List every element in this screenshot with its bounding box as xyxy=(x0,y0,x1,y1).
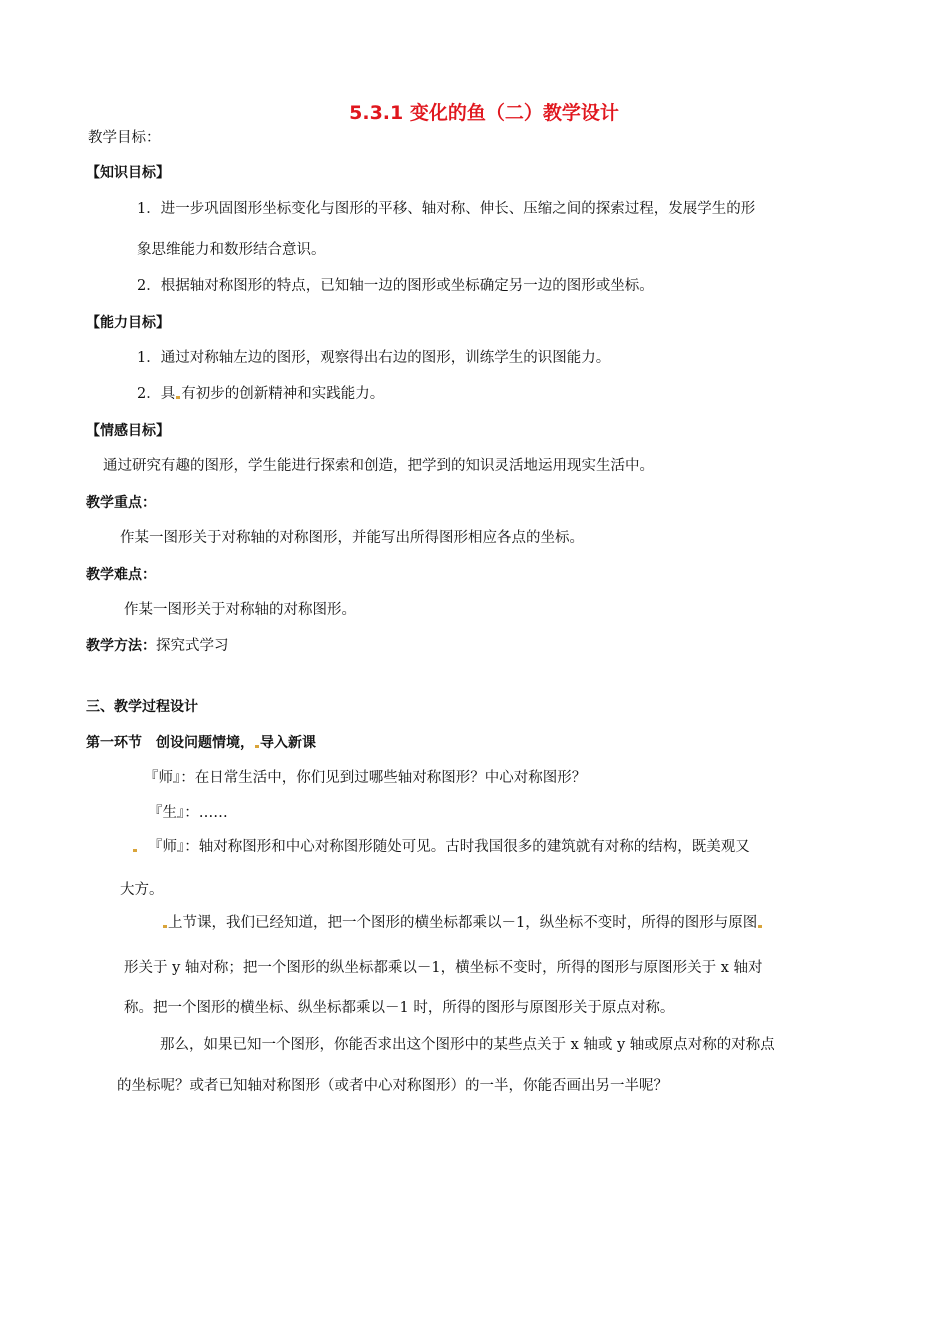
dialogue-teacher-1: 『师』：在日常生活中，你们见到过哪些轴对称图形？中心对称图形？ xyxy=(144,770,587,786)
difficulty-text: 作某一图形关于对称轴的对称图形。 xyxy=(124,602,356,618)
knowledge-item-1-line-2: 象思维能力和数形结合意识。 xyxy=(137,242,326,258)
dialogue-teacher-2-line-2: 大方。 xyxy=(120,882,164,898)
section-1-heading-a: 第一环节 创设问题情境， xyxy=(86,735,254,751)
edit-mark xyxy=(255,745,259,748)
paragraph-1-line-3: 称。把一个图形的横坐标、纵坐标都乘以－1 时，所得的图形与原图形关于原点对称。 xyxy=(124,1000,675,1016)
edit-mark xyxy=(758,925,762,928)
edit-mark xyxy=(176,396,180,399)
edit-mark xyxy=(163,925,167,928)
process-heading: 三、教学过程设计 xyxy=(86,699,198,715)
knowledge-item-2: 2．根据轴对称图形的特点，已知轴一边的图形或坐标确定另一边的图形或坐标。 xyxy=(137,278,654,294)
edit-mark xyxy=(133,849,137,852)
method-line xyxy=(86,636,229,656)
paragraph-1-line-2: 形关于 y 轴对称；把一个图形的纵坐标都乘以－1，横坐标不变时，所得的图形与原图形关于 x 轴对 xyxy=(124,960,763,976)
knowledge-goals-heading: 【知识目标】 xyxy=(86,165,170,181)
ability-item-1: 1．通过对称轴左边的图形，观察得出右边的图形，训练学生的识图能力。 xyxy=(137,350,611,366)
method-heading: 教学方法： xyxy=(86,638,156,654)
dialogue-student-1: 『生』：…… xyxy=(148,805,228,821)
section-1-heading xyxy=(86,733,316,753)
paragraph-1-line-1-text: 上节课，我们已经知道，把一个图形的横坐标都乘以－1，纵坐标不变时，所得的图形与原图 xyxy=(168,915,758,931)
ability-item-2-a: 2．具 xyxy=(137,386,176,402)
method-text: 探究式学习 xyxy=(156,638,229,654)
section-1-heading-b: 导入新课 xyxy=(260,735,316,751)
document-title: 5.3.1 变化的鱼（二）教学设计 xyxy=(349,102,619,124)
ability-goals-heading: 【能力目标】 xyxy=(86,315,170,331)
ability-item-2-b: 有初步的创新精神和实践能力。 xyxy=(181,386,385,402)
paragraph-2-line-1: 那么，如果已知一个图形，你能否求出这个图形中的某些点关于 x 轴或 y 轴或原点对称的对称点 xyxy=(160,1037,775,1053)
dialogue-teacher-2-text: 『师』：轴对称图形和中心对称图形随处可见。古时我国很多的建筑就有对称的结构，既美观又 xyxy=(148,839,750,855)
difficulty-heading: 教学难点： xyxy=(86,567,156,583)
key-point-text: 作某一图形关于对称轴的对称图形，并能写出所得图形相应各点的坐标。 xyxy=(120,530,584,546)
ability-item-2 xyxy=(137,384,384,404)
paragraph-2-line-2: 的坐标呢？或者已知轴对称图形（或者中心对称图形）的一半，你能否画出另一半呢？ xyxy=(117,1078,668,1094)
key-point-heading: 教学重点： xyxy=(86,495,156,511)
dialogue-teacher-2-line-1 xyxy=(132,837,750,857)
paragraph-1-line-1 xyxy=(162,913,763,933)
emotion-text: 通过研究有趣的图形，学生能进行探索和创造，把学到的知识灵活地运用现实生活中。 xyxy=(103,458,654,474)
knowledge-item-1-line-1: 1．进一步巩固图形坐标变化与图形的平移、轴对称、伸长、压缩之间的探索过程，发展学生的形 xyxy=(137,201,756,217)
emotion-goals-heading: 【情感目标】 xyxy=(86,423,170,439)
teaching-goals-label: 教学目标： xyxy=(88,130,161,146)
